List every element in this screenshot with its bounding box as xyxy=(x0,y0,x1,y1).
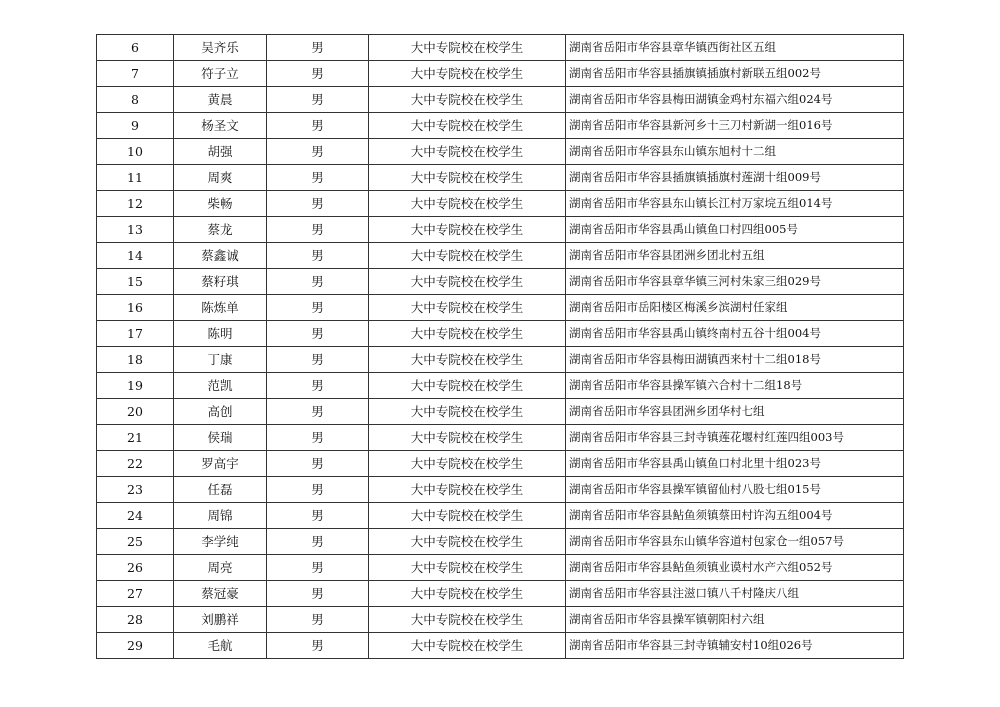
cell-gender: 男 xyxy=(267,295,369,321)
cell-gender: 男 xyxy=(267,139,369,165)
cell-name: 胡强 xyxy=(174,139,267,165)
cell-serial-number: 17 xyxy=(97,321,174,347)
cell-gender: 男 xyxy=(267,191,369,217)
cell-name: 周爽 xyxy=(174,165,267,191)
cell-category: 大中专院校在校学生 xyxy=(369,321,566,347)
cell-address: 湖南省岳阳市华容县团洲乡团北村五组 xyxy=(566,243,904,269)
cell-name: 任磊 xyxy=(174,477,267,503)
cell-serial-number: 28 xyxy=(97,607,174,633)
table-row xyxy=(97,581,904,607)
cell-category: 大中专院校在校学生 xyxy=(369,581,566,607)
table-row xyxy=(97,451,904,477)
cell-name: 陈炼单 xyxy=(174,295,267,321)
cell-serial-number: 22 xyxy=(97,451,174,477)
cell-name: 李学纯 xyxy=(174,529,267,555)
cell-address: 湖南省岳阳市华容县鲇鱼须镇蔡田村许沟五组004号 xyxy=(566,503,904,529)
cell-name: 周锦 xyxy=(174,503,267,529)
cell-serial-number: 9 xyxy=(97,113,174,139)
cell-name: 蔡龙 xyxy=(174,217,267,243)
cell-address: 湖南省岳阳市华容县东山镇华容道村包家仓一组057号 xyxy=(566,529,904,555)
cell-category: 大中专院校在校学生 xyxy=(369,347,566,373)
cell-serial-number: 21 xyxy=(97,425,174,451)
table-row xyxy=(97,321,904,347)
cell-category: 大中专院校在校学生 xyxy=(369,113,566,139)
cell-serial-number: 27 xyxy=(97,581,174,607)
cell-category: 大中专院校在校学生 xyxy=(369,139,566,165)
cell-name: 范凯 xyxy=(174,373,267,399)
cell-serial-number: 19 xyxy=(97,373,174,399)
cell-gender: 男 xyxy=(267,347,369,373)
cell-address: 湖南省岳阳市华容县章华镇西街社区五组 xyxy=(566,35,904,61)
cell-gender: 男 xyxy=(267,243,369,269)
cell-category: 大中专院校在校学生 xyxy=(369,191,566,217)
table-row xyxy=(97,269,904,295)
cell-gender: 男 xyxy=(267,35,369,61)
table-row xyxy=(97,113,904,139)
table-row xyxy=(97,61,904,87)
table-row xyxy=(97,217,904,243)
cell-gender: 男 xyxy=(267,607,369,633)
cell-serial-number: 10 xyxy=(97,139,174,165)
cell-name: 毛航 xyxy=(174,633,267,659)
table-row xyxy=(97,191,904,217)
table-row xyxy=(97,165,904,191)
cell-name: 符子立 xyxy=(174,61,267,87)
cell-gender: 男 xyxy=(267,425,369,451)
cell-serial-number: 25 xyxy=(97,529,174,555)
table-row xyxy=(97,347,904,373)
cell-serial-number: 16 xyxy=(97,295,174,321)
table-row xyxy=(97,477,904,503)
cell-address: 湖南省岳阳市华容县鲇鱼须镇业谟村水产六组052号 xyxy=(566,555,904,581)
cell-gender: 男 xyxy=(267,87,369,113)
cell-address: 湖南省岳阳市华容县团洲乡团华村七组 xyxy=(566,399,904,425)
cell-category: 大中专院校在校学生 xyxy=(369,87,566,113)
cell-gender: 男 xyxy=(267,61,369,87)
table-row xyxy=(97,243,904,269)
table-row xyxy=(97,139,904,165)
cell-gender: 男 xyxy=(267,477,369,503)
cell-address: 湖南省岳阳市华容县插旗镇插旗村新联五组002号 xyxy=(566,61,904,87)
cell-address: 湖南省岳阳市华容县章华镇三河村朱家三组029号 xyxy=(566,269,904,295)
table-body xyxy=(97,35,904,659)
cell-gender: 男 xyxy=(267,373,369,399)
cell-address: 湖南省岳阳市华容县禹山镇终南村五谷十组004号 xyxy=(566,321,904,347)
student-list-table xyxy=(96,34,904,659)
cell-name: 蔡鑫诚 xyxy=(174,243,267,269)
table-row xyxy=(97,555,904,581)
cell-address: 湖南省岳阳市岳阳楼区梅溪乡滨湖村任家组 xyxy=(566,295,904,321)
cell-category: 大中专院校在校学生 xyxy=(369,425,566,451)
cell-serial-number: 11 xyxy=(97,165,174,191)
cell-serial-number: 12 xyxy=(97,191,174,217)
cell-gender: 男 xyxy=(267,113,369,139)
cell-gender: 男 xyxy=(267,633,369,659)
cell-name: 吴齐乐 xyxy=(174,35,267,61)
cell-serial-number: 29 xyxy=(97,633,174,659)
cell-serial-number: 7 xyxy=(97,61,174,87)
cell-gender: 男 xyxy=(267,269,369,295)
cell-serial-number: 20 xyxy=(97,399,174,425)
cell-category: 大中专院校在校学生 xyxy=(369,165,566,191)
cell-category: 大中专院校在校学生 xyxy=(369,633,566,659)
cell-name: 杨圣文 xyxy=(174,113,267,139)
cell-name: 蔡籽琪 xyxy=(174,269,267,295)
cell-gender: 男 xyxy=(267,399,369,425)
cell-address: 湖南省岳阳市华容县操军镇留仙村八股七组015号 xyxy=(566,477,904,503)
table-row xyxy=(97,503,904,529)
cell-address: 湖南省岳阳市华容县东山镇长江村万家垸五组014号 xyxy=(566,191,904,217)
cell-address: 湖南省岳阳市华容县三封寺镇辅安村10组026号 xyxy=(566,633,904,659)
cell-category: 大中专院校在校学生 xyxy=(369,217,566,243)
cell-name: 刘鹏祥 xyxy=(174,607,267,633)
cell-category: 大中专院校在校学生 xyxy=(369,373,566,399)
cell-address: 湖南省岳阳市华容县新河乡十三刀村新湖一组016号 xyxy=(566,113,904,139)
cell-address: 湖南省岳阳市华容县禹山镇鱼口村北里十组023号 xyxy=(566,451,904,477)
cell-name: 黄晨 xyxy=(174,87,267,113)
cell-category: 大中专院校在校学生 xyxy=(369,607,566,633)
table-row xyxy=(97,529,904,555)
cell-address: 湖南省岳阳市华容县三封寺镇莲花堰村红莲四组003号 xyxy=(566,425,904,451)
cell-category: 大中专院校在校学生 xyxy=(369,35,566,61)
cell-address: 湖南省岳阳市华容县梅田湖镇金鸡村东福六组024号 xyxy=(566,87,904,113)
cell-address: 湖南省岳阳市华容县东山镇东旭村十二组 xyxy=(566,139,904,165)
cell-category: 大中专院校在校学生 xyxy=(369,503,566,529)
cell-serial-number: 15 xyxy=(97,269,174,295)
cell-address: 湖南省岳阳市华容县操军镇朝阳村六组 xyxy=(566,607,904,633)
cell-gender: 男 xyxy=(267,217,369,243)
cell-category: 大中专院校在校学生 xyxy=(369,243,566,269)
cell-serial-number: 26 xyxy=(97,555,174,581)
cell-serial-number: 8 xyxy=(97,87,174,113)
cell-serial-number: 14 xyxy=(97,243,174,269)
cell-serial-number: 13 xyxy=(97,217,174,243)
cell-category: 大中专院校在校学生 xyxy=(369,477,566,503)
cell-name: 柴畅 xyxy=(174,191,267,217)
cell-serial-number: 23 xyxy=(97,477,174,503)
cell-gender: 男 xyxy=(267,503,369,529)
table-row xyxy=(97,373,904,399)
cell-address: 湖南省岳阳市华容县操军镇六合村十二组18号 xyxy=(566,373,904,399)
cell-address: 湖南省岳阳市华容县梅田湖镇西来村十二组018号 xyxy=(566,347,904,373)
table-row xyxy=(97,87,904,113)
table-row xyxy=(97,425,904,451)
cell-gender: 男 xyxy=(267,555,369,581)
cell-address: 湖南省岳阳市华容县注滋口镇八千村隆庆八组 xyxy=(566,581,904,607)
cell-address: 湖南省岳阳市华容县插旗镇插旗村莲湖十组009号 xyxy=(566,165,904,191)
table-row xyxy=(97,35,904,61)
cell-category: 大中专院校在校学生 xyxy=(369,399,566,425)
cell-gender: 男 xyxy=(267,321,369,347)
cell-gender: 男 xyxy=(267,165,369,191)
cell-name: 丁康 xyxy=(174,347,267,373)
cell-name: 蔡冠豪 xyxy=(174,581,267,607)
table-row xyxy=(97,399,904,425)
cell-name: 罗高宇 xyxy=(174,451,267,477)
cell-serial-number: 18 xyxy=(97,347,174,373)
table-row xyxy=(97,295,904,321)
cell-name: 周亮 xyxy=(174,555,267,581)
cell-gender: 男 xyxy=(267,451,369,477)
cell-gender: 男 xyxy=(267,529,369,555)
cell-category: 大中专院校在校学生 xyxy=(369,295,566,321)
cell-name: 高创 xyxy=(174,399,267,425)
table-row xyxy=(97,633,904,659)
cell-address: 湖南省岳阳市华容县禹山镇鱼口村四组005号 xyxy=(566,217,904,243)
cell-gender: 男 xyxy=(267,581,369,607)
cell-serial-number: 24 xyxy=(97,503,174,529)
cell-category: 大中专院校在校学生 xyxy=(369,269,566,295)
table-row xyxy=(97,607,904,633)
cell-name: 陈明 xyxy=(174,321,267,347)
cell-category: 大中专院校在校学生 xyxy=(369,555,566,581)
cell-category: 大中专院校在校学生 xyxy=(369,451,566,477)
cell-name: 侯瑞 xyxy=(174,425,267,451)
cell-serial-number: 6 xyxy=(97,35,174,61)
cell-category: 大中专院校在校学生 xyxy=(369,529,566,555)
cell-category: 大中专院校在校学生 xyxy=(369,61,566,87)
